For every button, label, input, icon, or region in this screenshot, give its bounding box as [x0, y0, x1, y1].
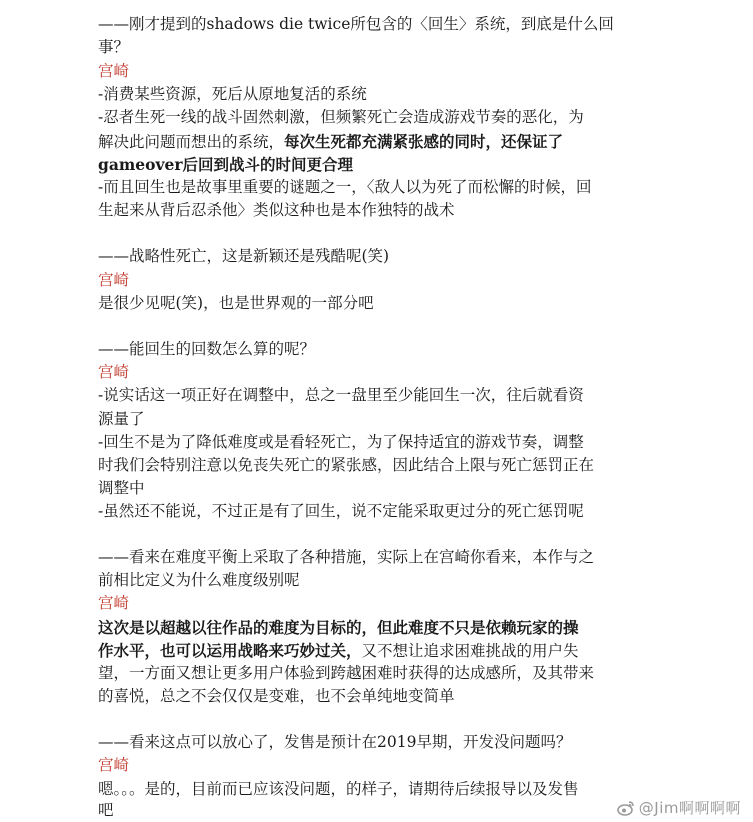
answer-line: 时我们会特别注意以免丧失死亡的紧张感，因此结合上限与死亡惩罚正在	[98, 456, 595, 474]
question-line: ——看来在难度平衡上采取了各种措施，实际上在宫崎你看来，本作与之	[98, 548, 595, 566]
answer-text: 又不想让追求困难挑战的用户失	[361, 642, 579, 660]
answer-line: 源量了	[98, 410, 145, 428]
watermark	[617, 797, 741, 818]
speaker-label: 宫崎	[98, 363, 130, 381]
question-line: ——刚才提到的shadows die twice所包含的〈回生〉系统，到底是什么回	[98, 15, 614, 33]
answer-emphasis: 每次生死都充满紧张感的同时，还保证了	[284, 132, 564, 151]
weibo-icon	[617, 800, 635, 816]
answer-line: 的喜悦，总之不会仅仅是变难，也不会单纯地变简单	[98, 687, 455, 705]
question-line: ——战略性死亡，这是新颖还是残酷呢(笑)	[98, 247, 390, 265]
answer-line: 生起来从背后忍杀他〉类似这种也是本作独特的战术	[98, 201, 455, 219]
answer-line: 是很少见呢(笑)，也是世界观的一部分吧	[98, 294, 374, 312]
answer-emphasis: gameover后回到战斗的时间更合理	[98, 155, 354, 174]
answer-line: 望，一方面又想让更多用户体验到跨越困难时获得的达成感所，及其带来	[98, 664, 595, 682]
answer-line: -忍者生死一线的战斗固然刺激，但频繁死亡会造成游戏节奏的恶化，为	[98, 108, 584, 126]
question-line: ——看来这点可以放心了，发售是预计在2019早期，开发没问题吗？	[98, 733, 572, 751]
answer-line	[98, 130, 658, 154]
answer-line: -消费某些资源，死后从原地复活的系统	[98, 85, 367, 103]
question-line: ——能回生的回数怎么算的呢？	[98, 340, 316, 358]
answer-line: 吧	[98, 801, 114, 819]
answer-line: -虽然还不能说，不过正是有了回生，说不定能采取更过分的死亡惩罚呢	[98, 502, 584, 520]
speaker-label: 宫崎	[98, 62, 130, 80]
answer-line: -而且回生也是故事里重要的谜题之一，〈敌人以为死了而松懈的时候，回	[98, 178, 592, 196]
watermark-text: @Jim啊啊啊啊	[638, 799, 741, 817]
answer-text: 解决此问题而想出的系统，	[98, 133, 285, 151]
question-line: 事？	[98, 38, 130, 56]
answer-emphasis: 作水平，也可以运用战略来巧妙过关，	[98, 641, 362, 660]
answer-emphasis: 这次是以超越以往作品的难度为目标的，但此难度不只是依赖玩家的操	[98, 618, 579, 637]
question-line: 前相比定义为什么难度级别呢	[98, 571, 300, 589]
answer-line: 嗯。。。是的，目前而已应该没问题，的样子，请期待后续报导以及发售	[98, 780, 579, 798]
speaker-label: 宫崎	[98, 271, 130, 289]
speaker-label: 宫崎	[98, 756, 130, 774]
speaker-label: 宫崎	[98, 594, 130, 612]
answer-line	[98, 639, 658, 663]
answer-line: -回生不是为了降低难度或是看轻死亡，为了保持适宜的游戏节奏，调整	[98, 433, 584, 451]
answer-line: -说实话这一项正好在调整中，总之一盘里至少能回生一次，往后就看资	[98, 386, 584, 404]
answer-line: 调整中	[98, 479, 145, 497]
